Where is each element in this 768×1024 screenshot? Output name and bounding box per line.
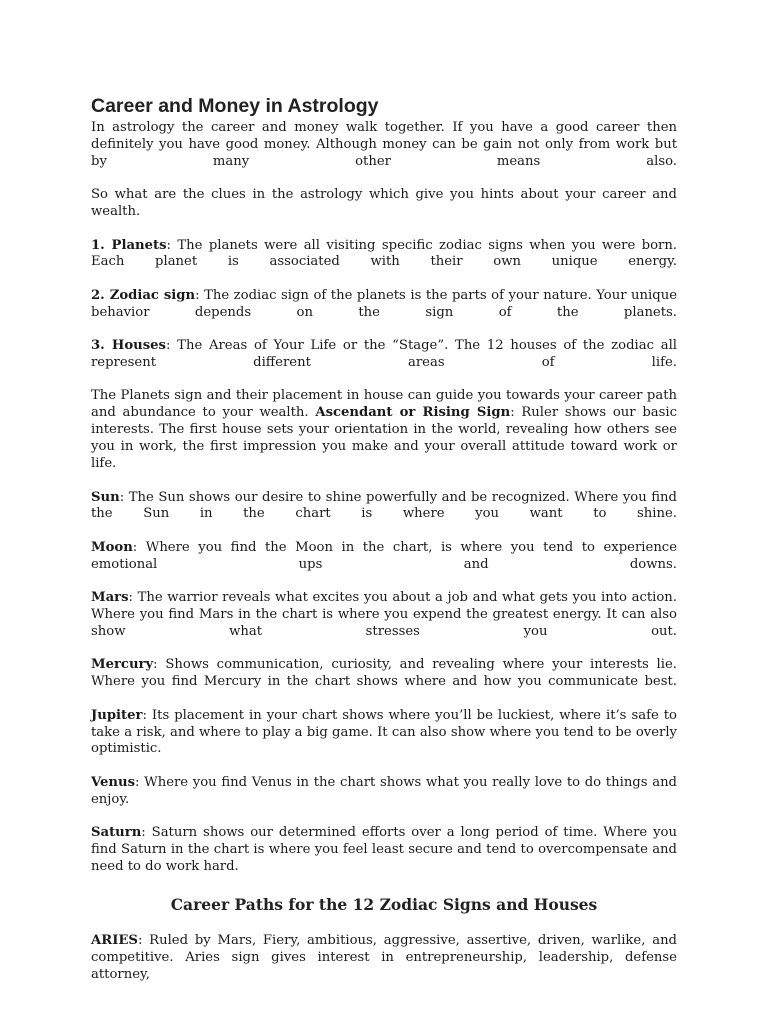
planet-name: Mercury — [91, 657, 154, 673]
placement-text: : Ruler shows our basic interests. The first house sets your orientation in the world, revealing how others see you in work, the first impression you make and your overall attitude toward work or life. — [91, 405, 677, 472]
intro-paragraph: In astrology the career and money walk together. If you have a good career then definitely you have good money. Although money can be gain not only from work but by many other means also. — [91, 120, 677, 169]
point-label: 3. Houses — [91, 338, 166, 354]
placement-lead: The Planets sign and their placement in house can guide you towards your career path and abundance to your wealth. — [91, 388, 677, 421]
planet-text: : Shows communication, curiosity, and revealing where your interests lie. Where you find Mercury in the chart shows where and how you communicate best. — [91, 657, 677, 690]
planet-name: Jupiter — [91, 707, 143, 723]
point-label: 1. Planets — [91, 237, 167, 253]
planet-name: Saturn — [91, 825, 142, 841]
point-text: : The planets were all visiting specific zodiac signs when you were born. Each planet is associated with their own unique energy. — [91, 237, 677, 270]
point-zodiac-sign — [91, 288, 677, 322]
point-houses — [91, 338, 677, 372]
planet-venus — [91, 775, 677, 809]
point-text: : The zodiac sign of the planets is the parts of your nature. Your unique behavior depends on the sign of the planets. — [91, 287, 677, 320]
planet-name: Moon — [91, 539, 133, 555]
planet-moon — [91, 540, 677, 574]
planet-text: : Saturn shows our determined efforts over a long period of time. Where you find Saturn in the chart is where you feel least secure and tend to overcompensate and need to do work hard. — [91, 825, 677, 874]
planet-name: Mars — [91, 590, 129, 606]
planet-name: Venus — [91, 774, 136, 790]
section-heading: Career Paths for the 12 Zodiac Signs and Houses — [170, 894, 598, 914]
question-paragraph: So what are the clues in the astrology which give you hints about your career and wealth. — [91, 187, 677, 220]
planet-mars — [91, 590, 677, 641]
planet-text: : Where you find the Moon in the chart, is where you tend to experience emotional ups and downs. — [91, 539, 677, 572]
planet-text: : The warrior reveals what excites you about a job and what gets you into action. Where you find Mars in the chart is where you expend the greatest energy. It can also show what stresses you out. — [91, 590, 677, 639]
planet-jupiter — [91, 708, 677, 759]
sign-text: : Ruled by Mars, Fiery, ambitious, aggressive, assertive, driven, warlike, and competitive. Aries sign gives interest in entrepreneurship, leadership, defense attorney, — [91, 932, 677, 982]
point-planets — [91, 238, 677, 272]
sign-aries — [91, 933, 677, 984]
planet-text: : Where you find Venus in the chart shows what you really love to do things and enjoy. — [91, 774, 677, 807]
planet-text: : The Sun shows our desire to shine powerfully and be recognized. Where you find the Sun in the chart is where you want to shine. — [91, 489, 677, 522]
planet-mercury — [91, 657, 677, 691]
point-label: 2. Zodiac sign — [91, 287, 196, 303]
ascendant-label: Ascendant or Rising Sign — [315, 405, 511, 421]
sign-name: ARIES — [91, 932, 138, 948]
placement-paragraph — [91, 388, 677, 473]
planet-name: Sun — [91, 489, 120, 505]
planet-sun — [91, 490, 677, 524]
planet-saturn — [91, 825, 677, 876]
page-title: Career and Money in Astrology — [91, 95, 379, 117]
planet-text: : Its placement in your chart shows where you’ll be luckiest, where it’s safe to take a risk, and where to play a big game. It can also show where you tend to be overly optimistic. — [91, 707, 677, 757]
point-text: : The Areas of Your Life or the “Stage”. The 12 houses of the zodiac all represent different areas of life. — [91, 338, 678, 371]
